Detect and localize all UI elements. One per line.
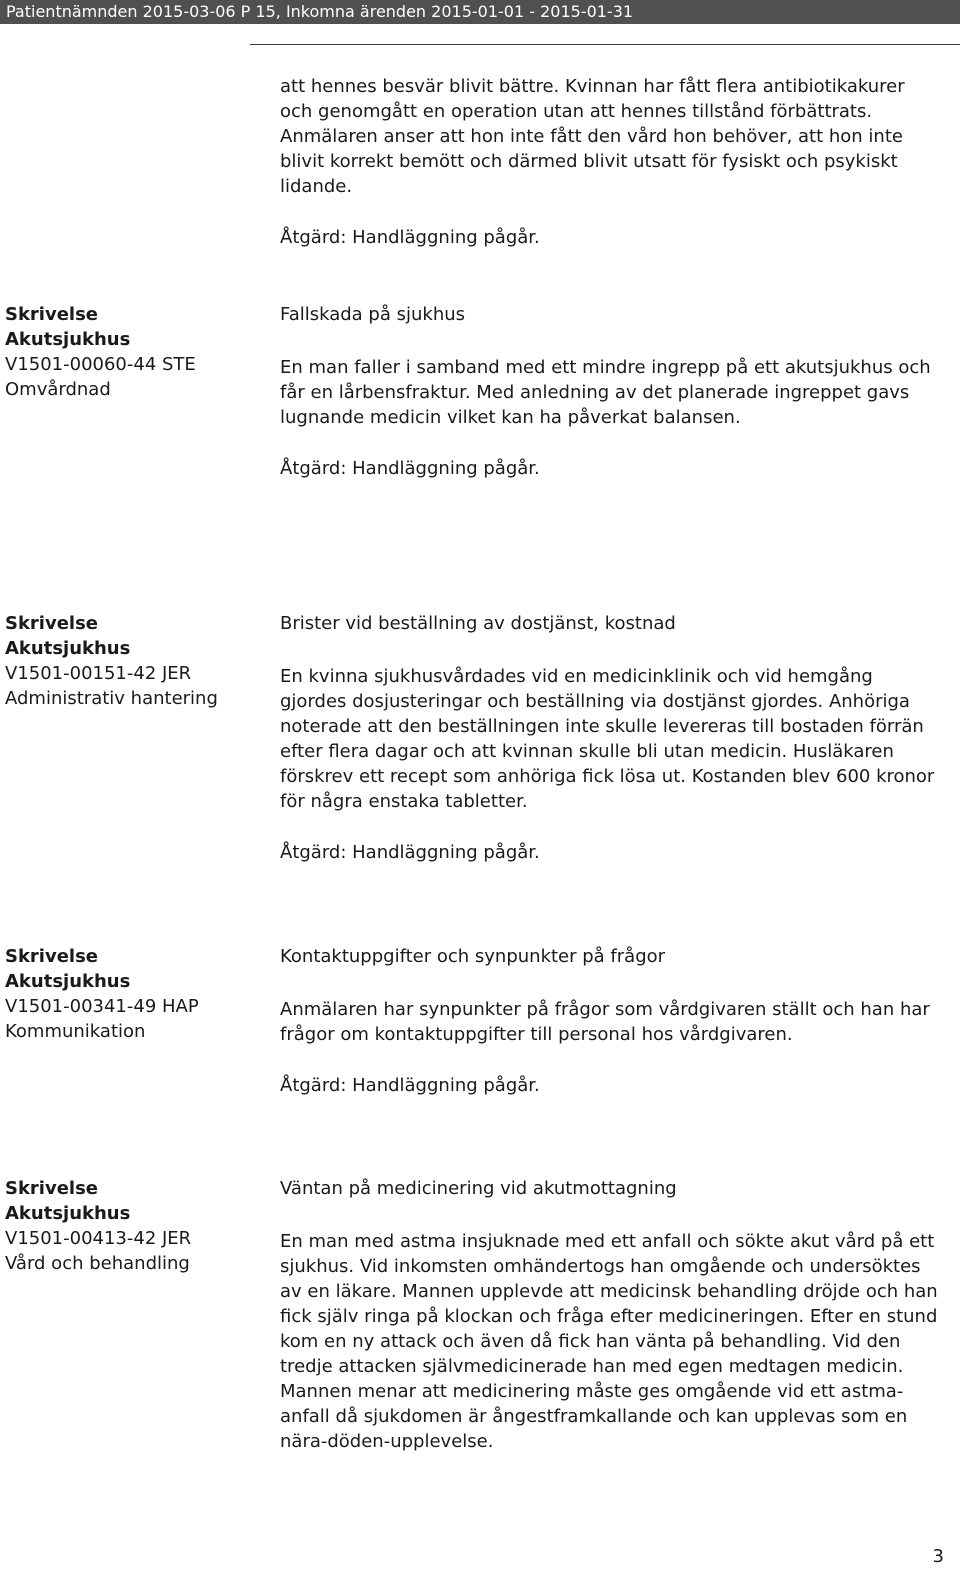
case-meta [5,1176,265,1276]
case-reference: V1501-00151-42 JER [5,663,192,684]
case-reference: V1501-00341-49 HAP [5,996,199,1017]
case-unit: Akutsjukhus [5,638,131,659]
case-body: Anmälaren har synpunkter på frågor som vårdgivaren ställt och han har frågor om kontaktuppgifter till personal hos vårdgivaren. [280,999,930,1045]
intro-paragraph: att hennes besvär blivit bättre. Kvinnan har fått flera antibiotikakurer och genomgått en operation utan att hennes tillstånd förbättrats. Anmälaren anser att hon inte fått den vård hon behöver, att hon inte blivit korrekt bemött och därmed blivit utsatt för fysiskt och psykiskt lidande. [280,76,905,197]
case-body: En man med astma insjuknade med ett anfall och sökte akut vård på ett sjukhus. Vid inkomsten omhändertogs han omgående och undersöktes av en läkare. Mannen upplevde att medicinsk behandling dröjde och han fick själv ringa på klockan och fråga efter medicineringen. Efter en stund kom en ny attack och även då fick han vänta på behandling. Vid den tredje attacken självmedicinerade han med egen medtagen medicin. Mannen menar att medicinering måste ges omgående vid ett astma-anfall då sjukdomen är ångestframkallande och kan upplevas som en nära-döden-upplevelse. [280,1231,938,1452]
case-content [280,302,940,481]
case-meta [5,302,265,402]
case-unit: Akutsjukhus [5,971,131,992]
case-action: Åtgärd: Handläggning pågår. [280,458,540,479]
case-category: Omvårdnad [5,379,111,400]
case-type: Skrivelse [5,613,99,634]
intro-section [280,74,940,250]
case-meta [5,611,265,711]
case-category: Administrativ hantering [5,688,218,709]
case-action: Åtgärd: Handläggning pågår. [280,1075,540,1096]
case-body: En kvinna sjukhusvårdades vid en medicinklinik och vid hemgång gjordes dosjusteringar och beställning via dostjänst gjordes. Anhöriga noterade att den beställningen inte skulle levereras till bostaden förrän efter flera dagar och att kvinnan skulle bli utan medicin. Husläkaren förskrev ett recept som anhöriga fick lösa ut. Kostanden blev 600 kronor för några enstaka tabletter. [280,666,935,812]
case-action: Åtgärd: Handläggning pågår. [280,842,540,863]
page-header [0,0,960,24]
header-divider [250,44,960,45]
case-content [280,1176,940,1454]
case-reference: V1501-00060-44 STE [5,354,196,375]
case-type: Skrivelse [5,946,99,967]
case-reference: V1501-00413-42 JER [5,1228,192,1249]
case-body: En man faller i samband med ett mindre ingrepp på ett akutsjukhus och får en lårbensfraktur. Med anledning av det planerade ingreppet gavs lugnande medicin vilket kan ha påverkat balansen. [280,357,931,428]
case-meta [5,944,265,1044]
case-title: Brister vid beställning av dostjänst, kostnad [280,613,676,634]
case-title: Kontaktuppgifter och synpunkter på frågor [280,946,666,967]
page-number: 3 [932,1546,944,1567]
case-title: Väntan på medicinering vid akutmottagning [280,1178,677,1199]
case-unit: Akutsjukhus [5,1203,131,1224]
case-content [280,611,940,865]
case-category: Vård och behandling [5,1253,190,1274]
case-type: Skrivelse [5,1178,99,1199]
case-type: Skrivelse [5,304,99,325]
intro-action: Åtgärd: Handläggning pågår. [280,227,540,248]
case-title: Fallskada på sjukhus [280,304,466,325]
case-content [280,944,940,1098]
header-text: Patientnämnden 2015-03-06 P 15, Inkomna ärenden 2015-01-01 - 2015-01-31 [6,2,634,21]
case-category: Kommunikation [5,1021,146,1042]
case-unit: Akutsjukhus [5,329,131,350]
